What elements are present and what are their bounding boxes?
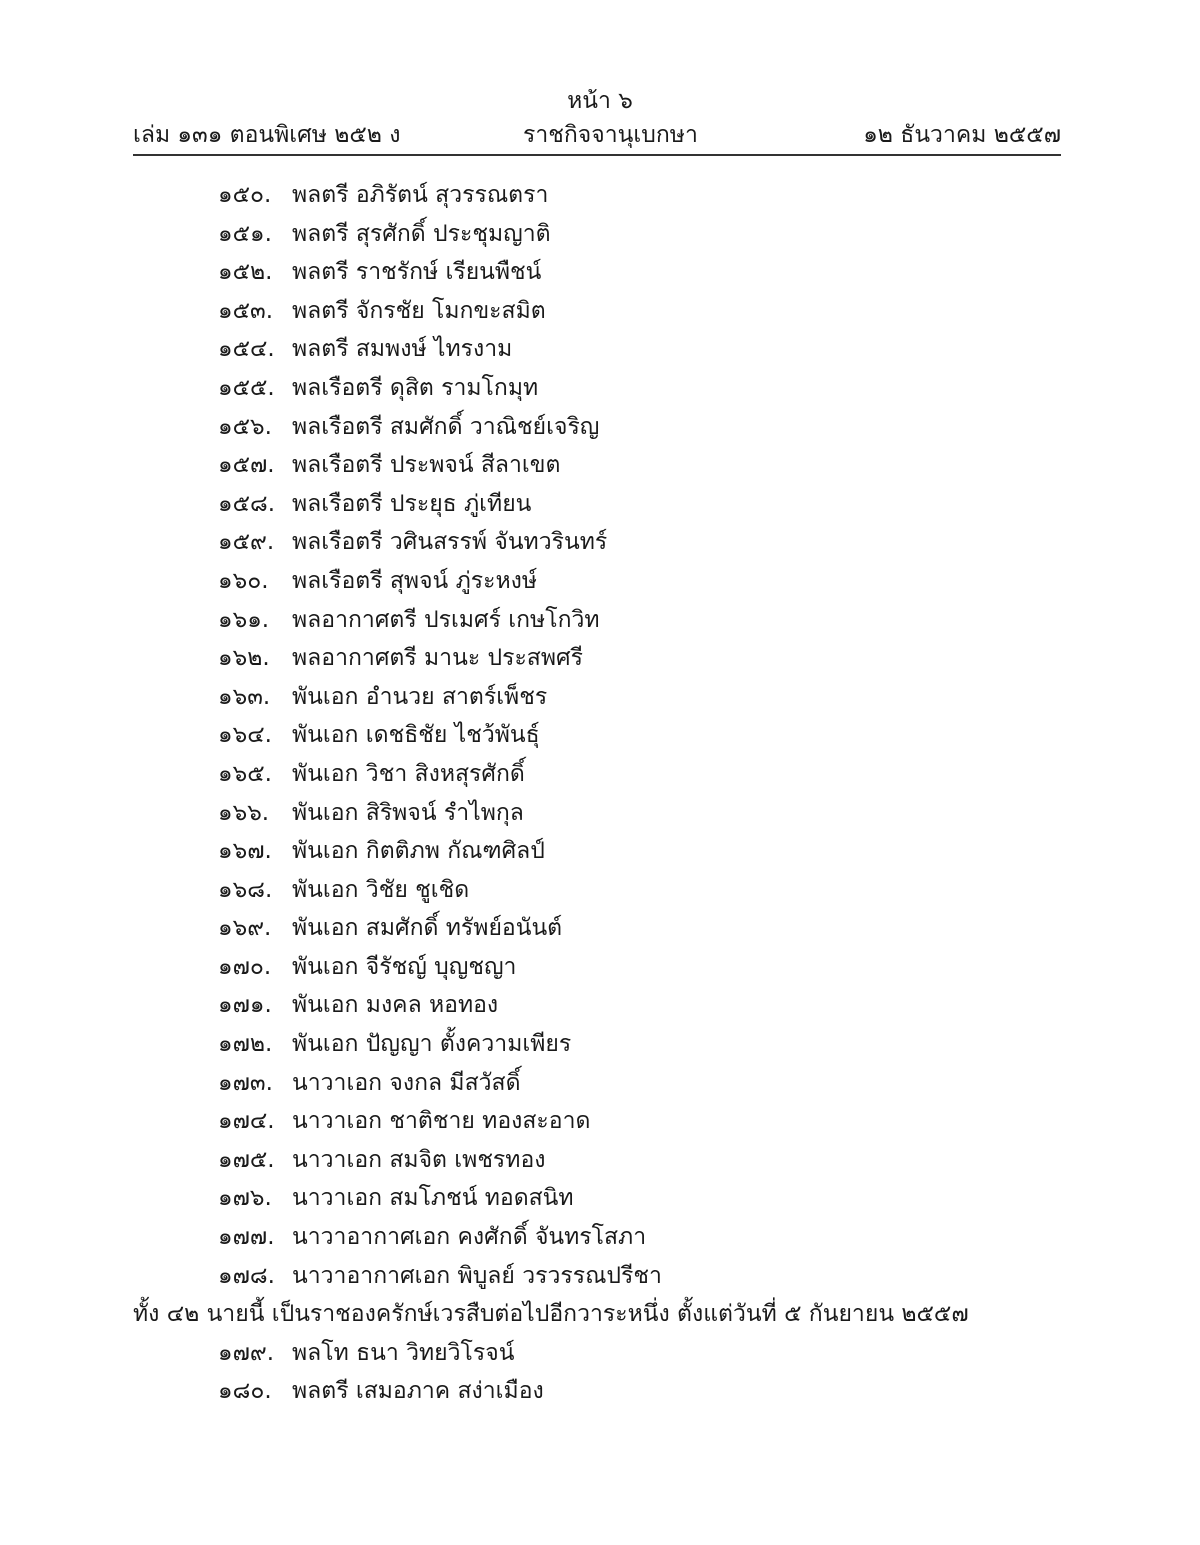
item-number: ๑๕๓.: [218, 297, 274, 324]
list-item: [0, 948, 1200, 987]
list-item: [0, 408, 1200, 447]
list-item: [0, 755, 1200, 794]
list-item: [0, 986, 1200, 1025]
item-number: ๑๗๗.: [218, 1224, 275, 1251]
item-number: ๑๖๐.: [218, 567, 269, 594]
item-number: ๑๗๐.: [218, 953, 272, 980]
item-number: ๑๕๘.: [218, 490, 276, 517]
list-item: [0, 871, 1200, 910]
item-number: ๑๕๖.: [218, 413, 272, 440]
list-item: [0, 1218, 1200, 1257]
list-item: [0, 1025, 1200, 1064]
item-number: ๑๕๑.: [218, 220, 272, 247]
item-number: ๑๖๔.: [218, 722, 272, 749]
item-name: พันเอก สิริพจน์ รำไพกุล: [292, 799, 524, 826]
item-number: ๑๖๖.: [218, 799, 270, 826]
item-name: นาวาอากาศเอก พิบูลย์ วรวรรณปรีชา: [292, 1262, 662, 1289]
item-number: ๑๗๔.: [218, 1108, 275, 1135]
item-number: ๑๖๑.: [218, 606, 270, 633]
list-item: [0, 716, 1200, 755]
item-number: ๑๖๙.: [218, 915, 272, 942]
list-item: [0, 909, 1200, 948]
item-number: ๑๕๕.: [218, 374, 275, 401]
item-name: พันเอก อำนวย สาตร์เพ็ชร: [292, 683, 548, 710]
list-item: [0, 485, 1200, 524]
gazette-header: [133, 120, 1061, 156]
list-item: [0, 446, 1200, 485]
list-item: [0, 832, 1200, 871]
item-name: พลอากาศตรี ปรเมศร์ เกษโกวิท: [292, 606, 600, 633]
list-item: [0, 176, 1200, 215]
header-volume: เล่ม ๑๓๑ ตอนพิเศษ ๒๕๒ ง: [133, 122, 401, 148]
list-item: [0, 253, 1200, 292]
list-item: [0, 601, 1200, 640]
item-name: พลตรี สมพงษ์ ไทรงาม: [292, 336, 513, 363]
item-name: พันเอก จีรัชญ์ บุญชญา: [292, 953, 517, 980]
item-name: พลตรี สุรศักดิ์ ประชุมญาติ: [292, 220, 551, 247]
item-number: ๑๕๒.: [218, 259, 273, 286]
item-name: พลเรือตรี ดุสิต รามโกมุท: [292, 374, 539, 401]
page-number: หน้า ๖: [567, 88, 633, 114]
list-item: [0, 794, 1200, 833]
list-item: [0, 1334, 1200, 1373]
list-item: [0, 330, 1200, 369]
item-name: พันเอก ปัญญา ตั้งความเพียร: [292, 1031, 572, 1058]
item-number: ๑๗๓.: [218, 1069, 273, 1096]
list-item: [0, 678, 1200, 717]
list-item: [0, 1064, 1200, 1103]
item-name: พลเรือตรี สุพจน์ ภู่ระหงษ์: [292, 567, 538, 594]
item-number: ๑๖๘.: [218, 876, 273, 903]
item-name: พลโท ธนา วิทยวิโรจน์: [292, 1339, 515, 1366]
item-number: ๑๗๖.: [218, 1185, 272, 1212]
item-name: พลตรี อภิรัตน์ สุวรรณตรา: [292, 182, 549, 208]
list-item: [0, 562, 1200, 601]
item-name: พันเอก วิชัย ชูเชิด: [292, 876, 470, 903]
item-name: นาวาอากาศเอก คงศักดิ์ จันทรโสภา: [292, 1224, 647, 1251]
header-date: ๑๒ ธันวาคม ๒๕๕๗: [863, 122, 1061, 148]
item-number: ๑๕๐.: [218, 182, 272, 208]
item-number: ๑๖๓.: [218, 683, 271, 710]
list-item: [0, 1372, 1200, 1411]
list-item: [0, 292, 1200, 331]
item-name: นาวาเอก จงกล มีสวัสดิ์: [292, 1069, 521, 1096]
list-item: [0, 1179, 1200, 1218]
name-list: [0, 176, 1200, 1411]
item-number: ๑๗๘.: [218, 1262, 275, 1289]
item-name: พลเรือตรี วศินสรรพ์ จันทวรินทร์: [292, 529, 608, 556]
item-number: ๑๖๗.: [218, 838, 272, 865]
item-number: ๑๖๕.: [218, 760, 272, 787]
item-number: ๑๘๐.: [218, 1378, 272, 1405]
item-name: พันเอก มงคล หอทอง: [292, 992, 499, 1019]
header-publication: ราชกิจจานุเบกษา: [523, 122, 698, 148]
item-number: ๑๗๕.: [218, 1146, 275, 1173]
list-item: [0, 1141, 1200, 1180]
item-number: ๑๗๙.: [218, 1339, 275, 1366]
item-name: พลเรือตรี ประยุธ ภู่เทียน: [292, 490, 532, 517]
item-name: พันเอก เดชธิชัย ไชว้พันธุ์: [292, 722, 540, 749]
list-item: [0, 523, 1200, 562]
item-number: ๑๕๔.: [218, 336, 275, 363]
item-name: นาวาเอก สมจิต เพชรทอง: [292, 1146, 546, 1173]
item-number: ๑๗๑.: [218, 992, 272, 1019]
item-name: พันเอก วิชา สิงหสุรศักดิ์: [292, 760, 525, 787]
appointment-statement: ทั้ง ๔๒ นายนี้ เป็นราชองครักษ์เวรสืบต่อไปอีกวาระหนึ่ง ตั้งแต่วันที่ ๕ กันยายน ๒๕๕๗: [133, 1301, 969, 1328]
list-item: [0, 1102, 1200, 1141]
item-name: พลตรี ราชรักษ์ เรียนพืชน์: [292, 259, 542, 286]
item-name: พลตรี จักรชัย โมกขะสมิต: [292, 297, 546, 324]
item-name: พลเรือตรี สมศักดิ์ วาณิชย์เจริญ: [292, 413, 600, 440]
item-name: พลอากาศตรี มานะ ประสพศรี: [292, 645, 583, 672]
item-name: พันเอก กิตติภพ กัณฑศิลป์: [292, 838, 545, 865]
item-number: ๑๗๒.: [218, 1031, 273, 1058]
item-name: พลตรี เสมอภาค สง่าเมือง: [292, 1378, 544, 1405]
item-number: ๑๖๒.: [218, 645, 270, 672]
item-name: นาวาเอก สมโภชน์ ทอดสนิท: [292, 1185, 574, 1212]
item-name: พลเรือตรี ประพจน์ สีลาเขต: [292, 452, 561, 479]
list-item: [0, 639, 1200, 678]
item-number: ๑๕๙.: [218, 529, 275, 556]
item-number: ๑๕๗.: [218, 452, 275, 479]
list-item: [0, 215, 1200, 254]
list-item: [0, 1257, 1200, 1296]
item-name: พันเอก สมศักดิ์ ทรัพย์อนันต์: [292, 915, 563, 942]
item-name: นาวาเอก ชาติชาย ทองสะอาด: [292, 1108, 591, 1135]
list-item: [0, 369, 1200, 408]
